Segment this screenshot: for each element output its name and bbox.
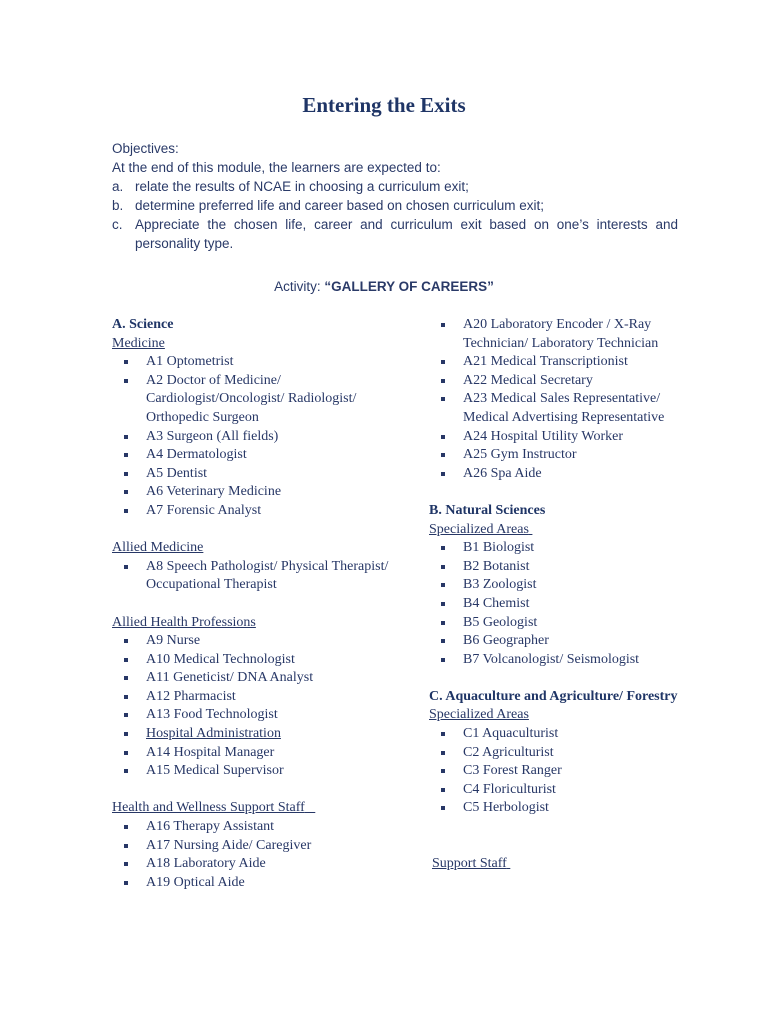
list-item: A3 Surgeon (All fields) bbox=[112, 428, 412, 447]
subsection-support-staff: Support Staff bbox=[432, 856, 507, 872]
list-item: A25 Gym Instructor bbox=[406, 446, 706, 465]
list-item: A20 Laboratory Encoder / X-Ray Technician/ Laboratory Technician bbox=[406, 316, 706, 353]
list-item: A17 Nursing Aide/ Caregiver bbox=[112, 837, 412, 856]
subsection-medicine: Medicine bbox=[112, 335, 165, 351]
list-item: C1 Aquaculturist bbox=[406, 725, 706, 744]
objective-item bbox=[112, 177, 678, 196]
list-item: A6 Veterinary Medicine bbox=[112, 483, 412, 502]
list-item: B5 Geologist bbox=[406, 614, 706, 633]
objectives-heading: Objectives: bbox=[112, 141, 179, 156]
list-item: A12 Pharmacist bbox=[112, 688, 412, 707]
allied-medicine-list bbox=[112, 558, 412, 595]
wellness-list bbox=[112, 818, 412, 892]
list-item: A4 Dermatologist bbox=[112, 446, 412, 465]
list-item: A19 Optical Aide bbox=[112, 874, 412, 893]
objective-text: relate the results of NCAE in choosing a curriculum exit; bbox=[135, 179, 469, 194]
objective-item bbox=[112, 196, 678, 215]
list-item: B2 Botanist bbox=[406, 558, 706, 577]
list-item: A7 Forensic Analyst bbox=[112, 502, 412, 521]
list-item: B3 Zoologist bbox=[406, 576, 706, 595]
list-item: A24 Hospital Utility Worker bbox=[406, 428, 706, 447]
objective-text: Appreciate the chosen life, career and curriculum exit based on one’s interests and personality type. bbox=[135, 217, 678, 251]
list-item: C4 Floriculturist bbox=[406, 781, 706, 800]
list-item: B1 Biologist bbox=[406, 539, 706, 558]
right-column bbox=[406, 316, 706, 874]
objective-item bbox=[112, 215, 678, 253]
medicine-list bbox=[112, 353, 412, 520]
activity-title: “GALLERY OF CAREERS” bbox=[324, 279, 494, 294]
objectives-list bbox=[112, 177, 678, 253]
natural-sciences-list bbox=[406, 539, 706, 669]
list-item: A9 Nurse bbox=[112, 632, 412, 651]
list-item: A10 Medical Technologist bbox=[112, 651, 412, 670]
objectives-section bbox=[112, 139, 678, 253]
activity-prefix: Activity: bbox=[274, 279, 325, 294]
list-item: A14 Hospital Manager bbox=[112, 744, 412, 763]
list-item: B4 Chemist bbox=[406, 595, 706, 614]
list-item: A23 Medical Sales Representative/ Medical Advertising Representative bbox=[406, 390, 706, 427]
allied-health-list bbox=[112, 632, 412, 781]
list-item: C2 Agriculturist bbox=[406, 744, 706, 763]
activity-line bbox=[0, 279, 768, 294]
list-item: A8 Speech Pathologist/ Physical Therapist/ Occupational Therapist bbox=[112, 558, 412, 595]
list-item: A16 Therapy Assistant bbox=[112, 818, 412, 837]
list-item: A26 Spa Aide bbox=[406, 465, 706, 484]
aquaculture-list bbox=[406, 725, 706, 818]
list-item: C5 Herbologist bbox=[406, 799, 706, 818]
page-title: Entering the Exits bbox=[302, 93, 466, 117]
subsection-specialized-areas: Specialized Areas bbox=[429, 707, 529, 723]
section-heading-science: A. Science bbox=[112, 317, 174, 332]
subsection-allied-health: Allied Health Professions bbox=[112, 614, 256, 630]
subsection-wellness: Health and Wellness Support Staff bbox=[112, 800, 305, 816]
list-item: A21 Medical Transcriptionist bbox=[406, 353, 706, 372]
list-item: A11 Geneticist/ DNA Analyst bbox=[112, 669, 412, 688]
objective-letter: c. bbox=[112, 217, 123, 232]
objectives-intro: At the end of this module, the learners are expected to: bbox=[112, 160, 441, 175]
objective-letter: b. bbox=[112, 198, 124, 213]
science-continued-list bbox=[406, 316, 706, 483]
list-item: Hospital Administration bbox=[112, 725, 412, 744]
subsection-allied-medicine: Allied Medicine bbox=[112, 540, 204, 556]
list-item: C3 Forest Ranger bbox=[406, 762, 706, 781]
list-item: B7 Volcanologist/ Seismologist bbox=[406, 651, 706, 670]
subsection-specialized-areas: Specialized Areas bbox=[429, 521, 529, 537]
list-item: A1 Optometrist bbox=[112, 353, 412, 372]
objective-text: determine preferred life and career based on chosen curriculum exit; bbox=[135, 198, 544, 213]
list-item: A18 Laboratory Aide bbox=[112, 855, 412, 874]
list-item: A2 Doctor of Medicine/ Cardiologist/Oncologist/ Radiologist/ Orthopedic Surgeon bbox=[112, 372, 412, 428]
section-heading-aquaculture: C. Aquaculture and Agriculture/ Forestry bbox=[429, 688, 678, 704]
section-heading-natural-sciences: B. Natural Sciences bbox=[429, 502, 546, 518]
list-item: A15 Medical Supervisor bbox=[112, 762, 412, 781]
list-item: A22 Medical Secretary bbox=[406, 372, 706, 391]
list-item: B6 Geographer bbox=[406, 632, 706, 651]
objective-letter: a. bbox=[112, 179, 124, 194]
list-item: A5 Dentist bbox=[112, 465, 412, 484]
left-column bbox=[112, 316, 412, 892]
list-item: A13 Food Technologist bbox=[112, 706, 412, 725]
